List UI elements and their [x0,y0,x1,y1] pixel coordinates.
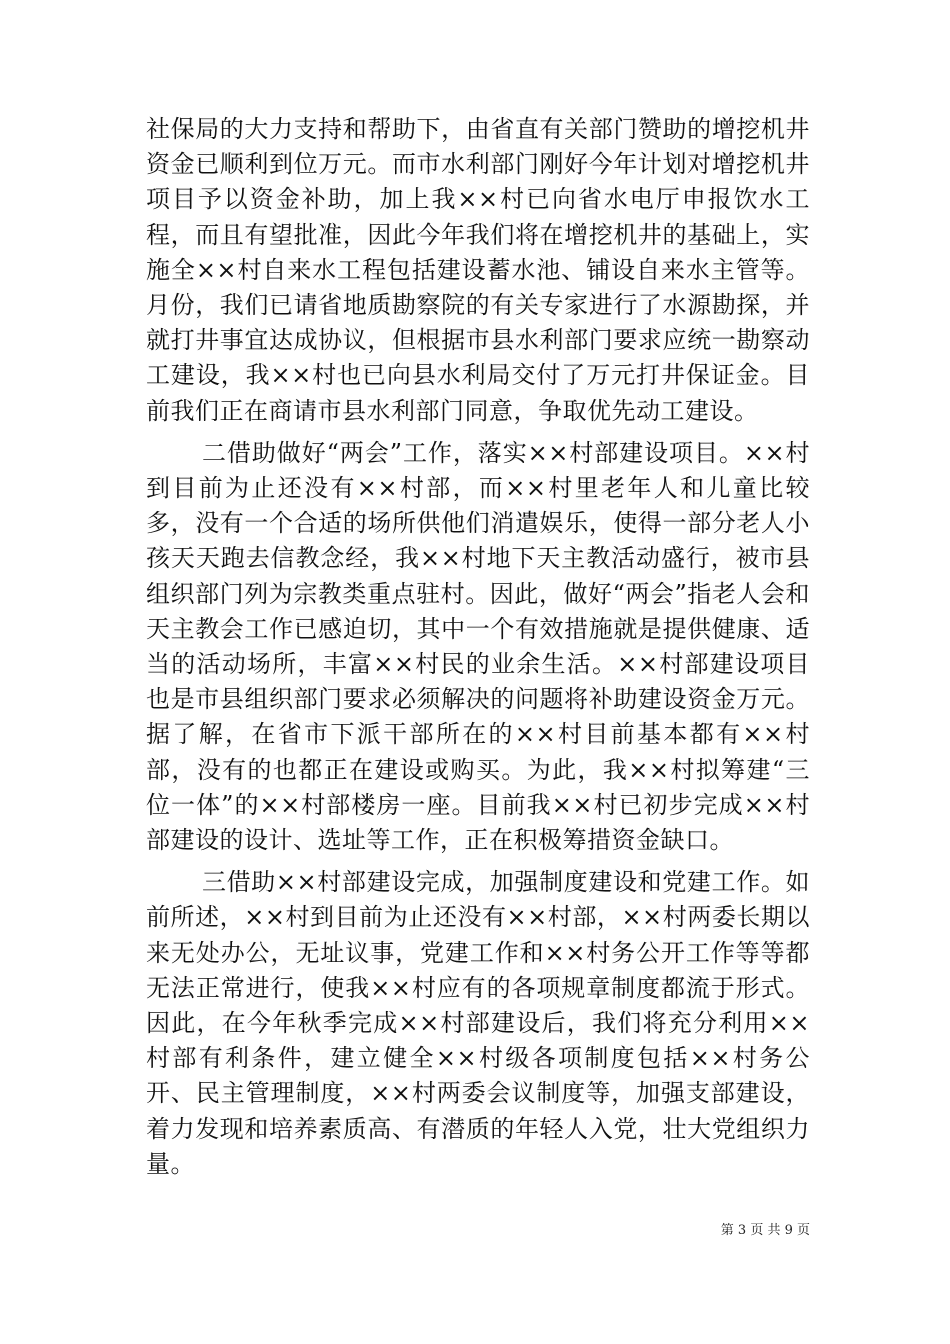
paragraph-section-three: 三借助××村部建设完成，加强制度建设和党建工作。如前所述，××村到目前为止还没有××村部，××村两委长期以来无处办公，无址议事，党建工作和××村务公开工作等等都无法正常进行，使我××村应有的各项规章制度都流于形式。因此，在今年秋季完成××村部建设后，我们将充分利用××村部有利条件，建立健全××村级各项制度包括××村务公开、民主管理制度，××村两委会议制度等，加强支部建设，着力发现和培养素质高、有潜质的年轻人入党，壮大党组织力量。 [146,868,810,1178]
paragraph-section-two: 二借助做好“两会”工作，落实××村部建设项目。××村到目前为止还没有××村部，而××村里老年人和儿童比较多，没有一个合适的场所供他们消遣娱乐，使得一部分老人小孩天天跑去信教念经，我××村地下天主教活动盛行，被市县组织部门列为宗教类重点驻村。因此，做好“两会”指老人会和天主教会工作已感迫切，其中一个有效措施就是提供健康、适当的活动场所，丰富××村民的业余生活。××村部建设项目也是市县组织部门要求必须解决的问题将补助建设资金万元。据了解，在省市下派干部所在的××村目前基本都有××村部，没有的也都正在建设或购买。为此，我××村拟筹建“三位一体”的××村部楼房一座。目前我××村已初步完成××村部建设的设计、选址等工作，正在积极筹措资金缺口。 [146,438,810,855]
page-number-footer: 第 3 页 共 9 页 [720,1223,810,1238]
document-body [146,112,810,1182]
paragraph-continued: 社保局的大力支持和帮助下，由省直有关部门赞助的增挖机井资金已顺利到位万元。而市水利部门刚好今年计划对增挖机井项目予以资金补助，加上我××村已向省水电厅申报饮水工程，而且有望批准，因此今年我们将在增挖机井的基础上，实施全××村自来水工程包括建设蓄水池、铺设自来水主管等。月份，我们已请省地质勘察院的有关专家进行了水源勘探，并就打井事宜达成协议，但根据市县水利部门要求应统一勘察动工建设，我××村也已向县水利局交付了万元打井保证金。目前我们正在商请市县水利部门同意，争取优先动工建设。 [146,115,810,425]
